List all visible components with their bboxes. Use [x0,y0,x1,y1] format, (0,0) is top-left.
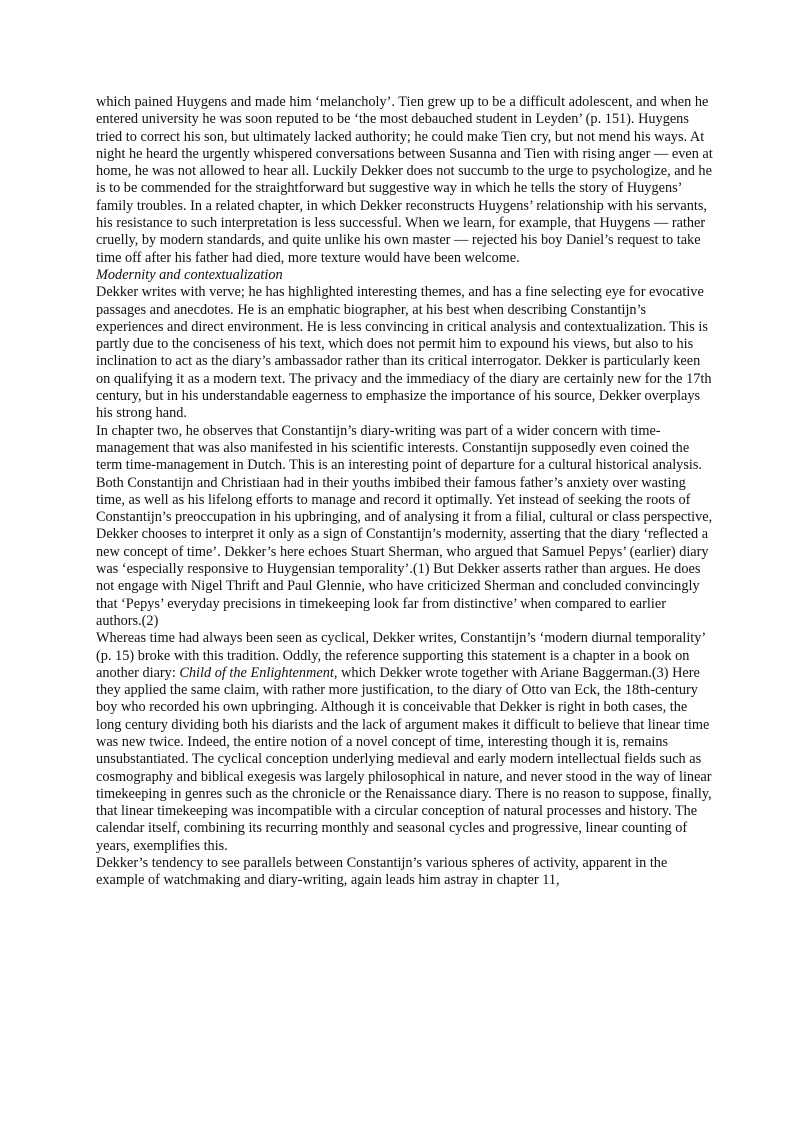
section-heading: Modernity and contextualization [96,266,283,283]
paragraph-cyclical-time-part-1: Whereas time had always been seen as cyclical, Dekker writes, Constantijn’s ‘modern diurnal temporality’ (p. 15) broke with this tradition. Oddly, the reference supporting this statement is a chapter in a book on another diary: [96,630,706,681]
paragraph-family-troubles: which pained Huygens and made him ‘melancholy’. Tien grew up to be a difficult adolescent, and when he entered university he was soon reputed to be ‘the most debauched student in Leyden’ (p. 151). Huygens tried to correct his son, but ultimately lacked authority; he could make Tien cry, but not mend his ways. At night he heard the urgently whispered conversations between Susanna and Tien with rising anger — even at home, he was not allowed to hear all. Luckily Dekker does not succumb to the urge to psychologize, and he is to be commended for the straightforward but suggestive way in which he tells the story of Huygens’ family troubles. In a related chapter, in which Dekker reconstructs Huygens’ relationship with his servants, his resistance to such interpretation is less successful. When we learn, for example, that Huygens — rather cruelly, by modern standards, and quite unlike his own master — rejected his boy Daniel’s request to take time off after his father had died, more texture would have been welcome. [96,94,713,266]
document-page [96,94,714,890]
paragraph-chapter-two: In chapter two, he observes that Constantijn’s diary-writing was part of a wider concern with time-management that was also manifested in his scientific interests. Constantijn supposedly even coined the term time-management in Dutch. This is an interesting point of departure for a cultural historical analysis. Both Constantijn and Christiaan had in their youths imbibed their famous father’s anxiety over wasting time, as well as his lifelong efforts to manage and record it optimally. Yet instead of seeking the roots of Constantijn’s preoccupation in his upbringing, and of analysing it from a filial, cultural or class perspective, Dekker chooses to interpret it only as a sign of Constantijn’s modernity, asserting that the diary ‘reflected a new concept of time’. Dekker’s here echoes Stuart Sherman, who argued that Samuel Pepys’ (earlier) diary was ‘especially responsive to Huygensian temporality’.(1) But Dekker asserts rather than argues. He does not engage with Nigel Thrift and Paul Glennie, who have criticized Sherman and concluded convincingly that ‘Pepys’ everyday precisions in timekeeping look far from distinctive’ when compared to earlier authors.(2) [96,422,713,629]
paragraph-verve: Dekker writes with verve; he has highlighted interesting themes, and has a fine selecting eye for evocative passages and anecdotes. He is an emphatic biographer, at his best when describing Constantijn’s experiences and direct environment. He is less convincing in critical analysis and contextualization. This is partly due to the conciseness of his text, which does not permit him to expound his views, but also to his inclination to act as the diary’s ambassador rather than its critical interrogator. Dekker is particularly keen on qualifying it as a modern text. The privacy and the immediacy of the diary are certainly new for the 17th century, but in his understandable eagerness to emphasize the importance of his source, Dekker overplays his strong hand. [96,284,712,422]
paragraph-cyclical-time [96,630,714,855]
paragraph-cyclical-time-part-2: , which Dekker wrote together with Ariane Baggerman.(3) Here they applied the same claim, with rather more justification, to the diary of Otto van Eck, the 18th-century boy who recorded his own upbringing. Although it is conceivable that Dekker is right in both cases, the long century dividing both his diarists and the lack of argument makes it difficult to believe that linear time was new twice. Indeed, the entire notion of a novel concept of time, interesting though it is, remains unsubstantiated. The cyclical conception underlying medieval and early modern intellectual fields such as cosmography and biblical exegesis was largely philosophical in nature, and never stood in the way of linear timekeeping in genres such as the chronicle or the Renaissance diary. There is no reason to suppose, finally, that linear timekeeping was incompatible with a circular conception of natural processes and history. The calendar itself, combining its recurring monthly and seasonal cycles and progressive, linear counting of years, exemplifies this. [96,664,712,854]
paragraph-parallels: Dekker’s tendency to see parallels between Constantijn’s various spheres of activity, apparent in the example of watchmaking and diary-writing, again leads him astray in chapter 11, [96,855,668,889]
book-title: Child of the Enlightenment [179,664,334,681]
